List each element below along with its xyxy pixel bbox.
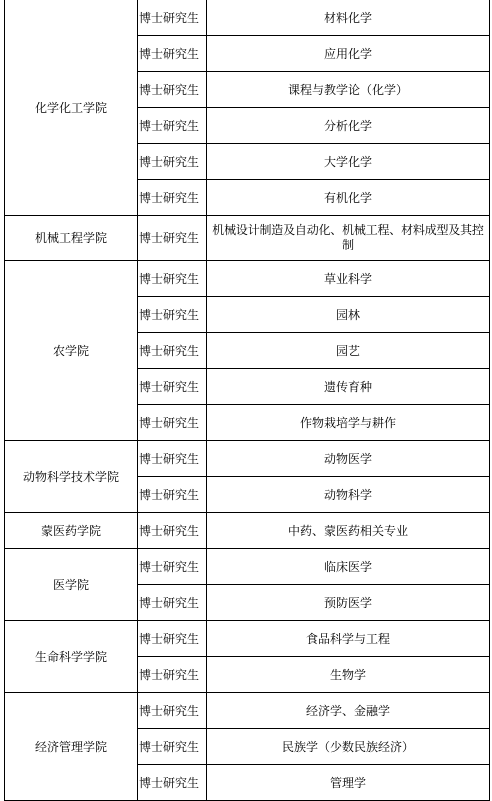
degree-cell: 博士研究生	[138, 657, 207, 693]
degree-cell: 博士研究生	[138, 477, 207, 513]
major-cell: 大学化学	[207, 144, 490, 180]
degree-cell: 博士研究生	[138, 585, 207, 621]
degree-cell: 博士研究生	[138, 297, 207, 333]
degree-cell: 博士研究生	[138, 405, 207, 441]
degree-cell: 博士研究生	[138, 108, 207, 144]
table-row	[5, 693, 490, 729]
major-cell: 作物栽培学与耕作	[207, 405, 490, 441]
major-cell: 园林	[207, 297, 490, 333]
degree-cell: 博士研究生	[138, 693, 207, 729]
table-row	[5, 0, 490, 36]
degree-cell: 博士研究生	[138, 36, 207, 72]
degree-cell: 博士研究生	[138, 216, 207, 261]
degree-cell: 博士研究生	[138, 621, 207, 657]
major-cell: 遗传育种	[207, 369, 490, 405]
table-row	[5, 216, 490, 261]
college-cell: 生命科学学院	[5, 621, 138, 693]
college-cell: 化学化工学院	[5, 0, 138, 216]
table-row	[5, 549, 490, 585]
college-cell: 蒙医药学院	[5, 513, 138, 549]
college-cell: 动物科学技术学院	[5, 441, 138, 513]
college-cell: 经济管理学院	[5, 693, 138, 801]
major-cell: 动物科学	[207, 477, 490, 513]
degree-cell: 博士研究生	[138, 180, 207, 216]
degree-cell: 博士研究生	[138, 369, 207, 405]
major-cell: 中药、蒙医药相关专业	[207, 513, 490, 549]
degree-cell: 博士研究生	[138, 513, 207, 549]
degree-cell: 博士研究生	[138, 729, 207, 765]
degree-cell: 博士研究生	[138, 144, 207, 180]
table-row	[5, 441, 490, 477]
table-row	[5, 261, 490, 297]
major-cell: 有机化学	[207, 180, 490, 216]
major-cell: 园艺	[207, 333, 490, 369]
major-cell: 临床医学	[207, 549, 490, 585]
major-cell: 生物学	[207, 657, 490, 693]
degree-cell: 博士研究生	[138, 441, 207, 477]
degree-cell: 博士研究生	[138, 333, 207, 369]
table-row	[5, 621, 490, 657]
college-cell: 农学院	[5, 261, 138, 441]
degree-cell: 博士研究生	[138, 72, 207, 108]
college-cell: 医学院	[5, 549, 138, 621]
degree-cell: 博士研究生	[138, 765, 207, 801]
major-cell: 经济学、金融学	[207, 693, 490, 729]
major-cell: 草业科学	[207, 261, 490, 297]
college-cell: 机械工程学院	[5, 216, 138, 261]
major-cell: 食品科学与工程	[207, 621, 490, 657]
major-cell: 应用化学	[207, 36, 490, 72]
major-cell: 分析化学	[207, 108, 490, 144]
major-cell: 机械设计制造及自动化、机械工程、材料成型及其控制	[207, 216, 490, 261]
major-cell: 材料化学	[207, 0, 490, 36]
major-cell: 民族学（少数民族经济）	[207, 729, 490, 765]
major-cell: 动物医学	[207, 441, 490, 477]
major-cell: 预防医学	[207, 585, 490, 621]
degree-cell: 博士研究生	[138, 261, 207, 297]
majors-table	[4, 0, 490, 801]
degree-cell: 博士研究生	[138, 0, 207, 36]
major-cell: 课程与教学论（化学）	[207, 72, 490, 108]
table-row	[5, 513, 490, 549]
major-cell: 管理学	[207, 765, 490, 801]
degree-cell: 博士研究生	[138, 549, 207, 585]
